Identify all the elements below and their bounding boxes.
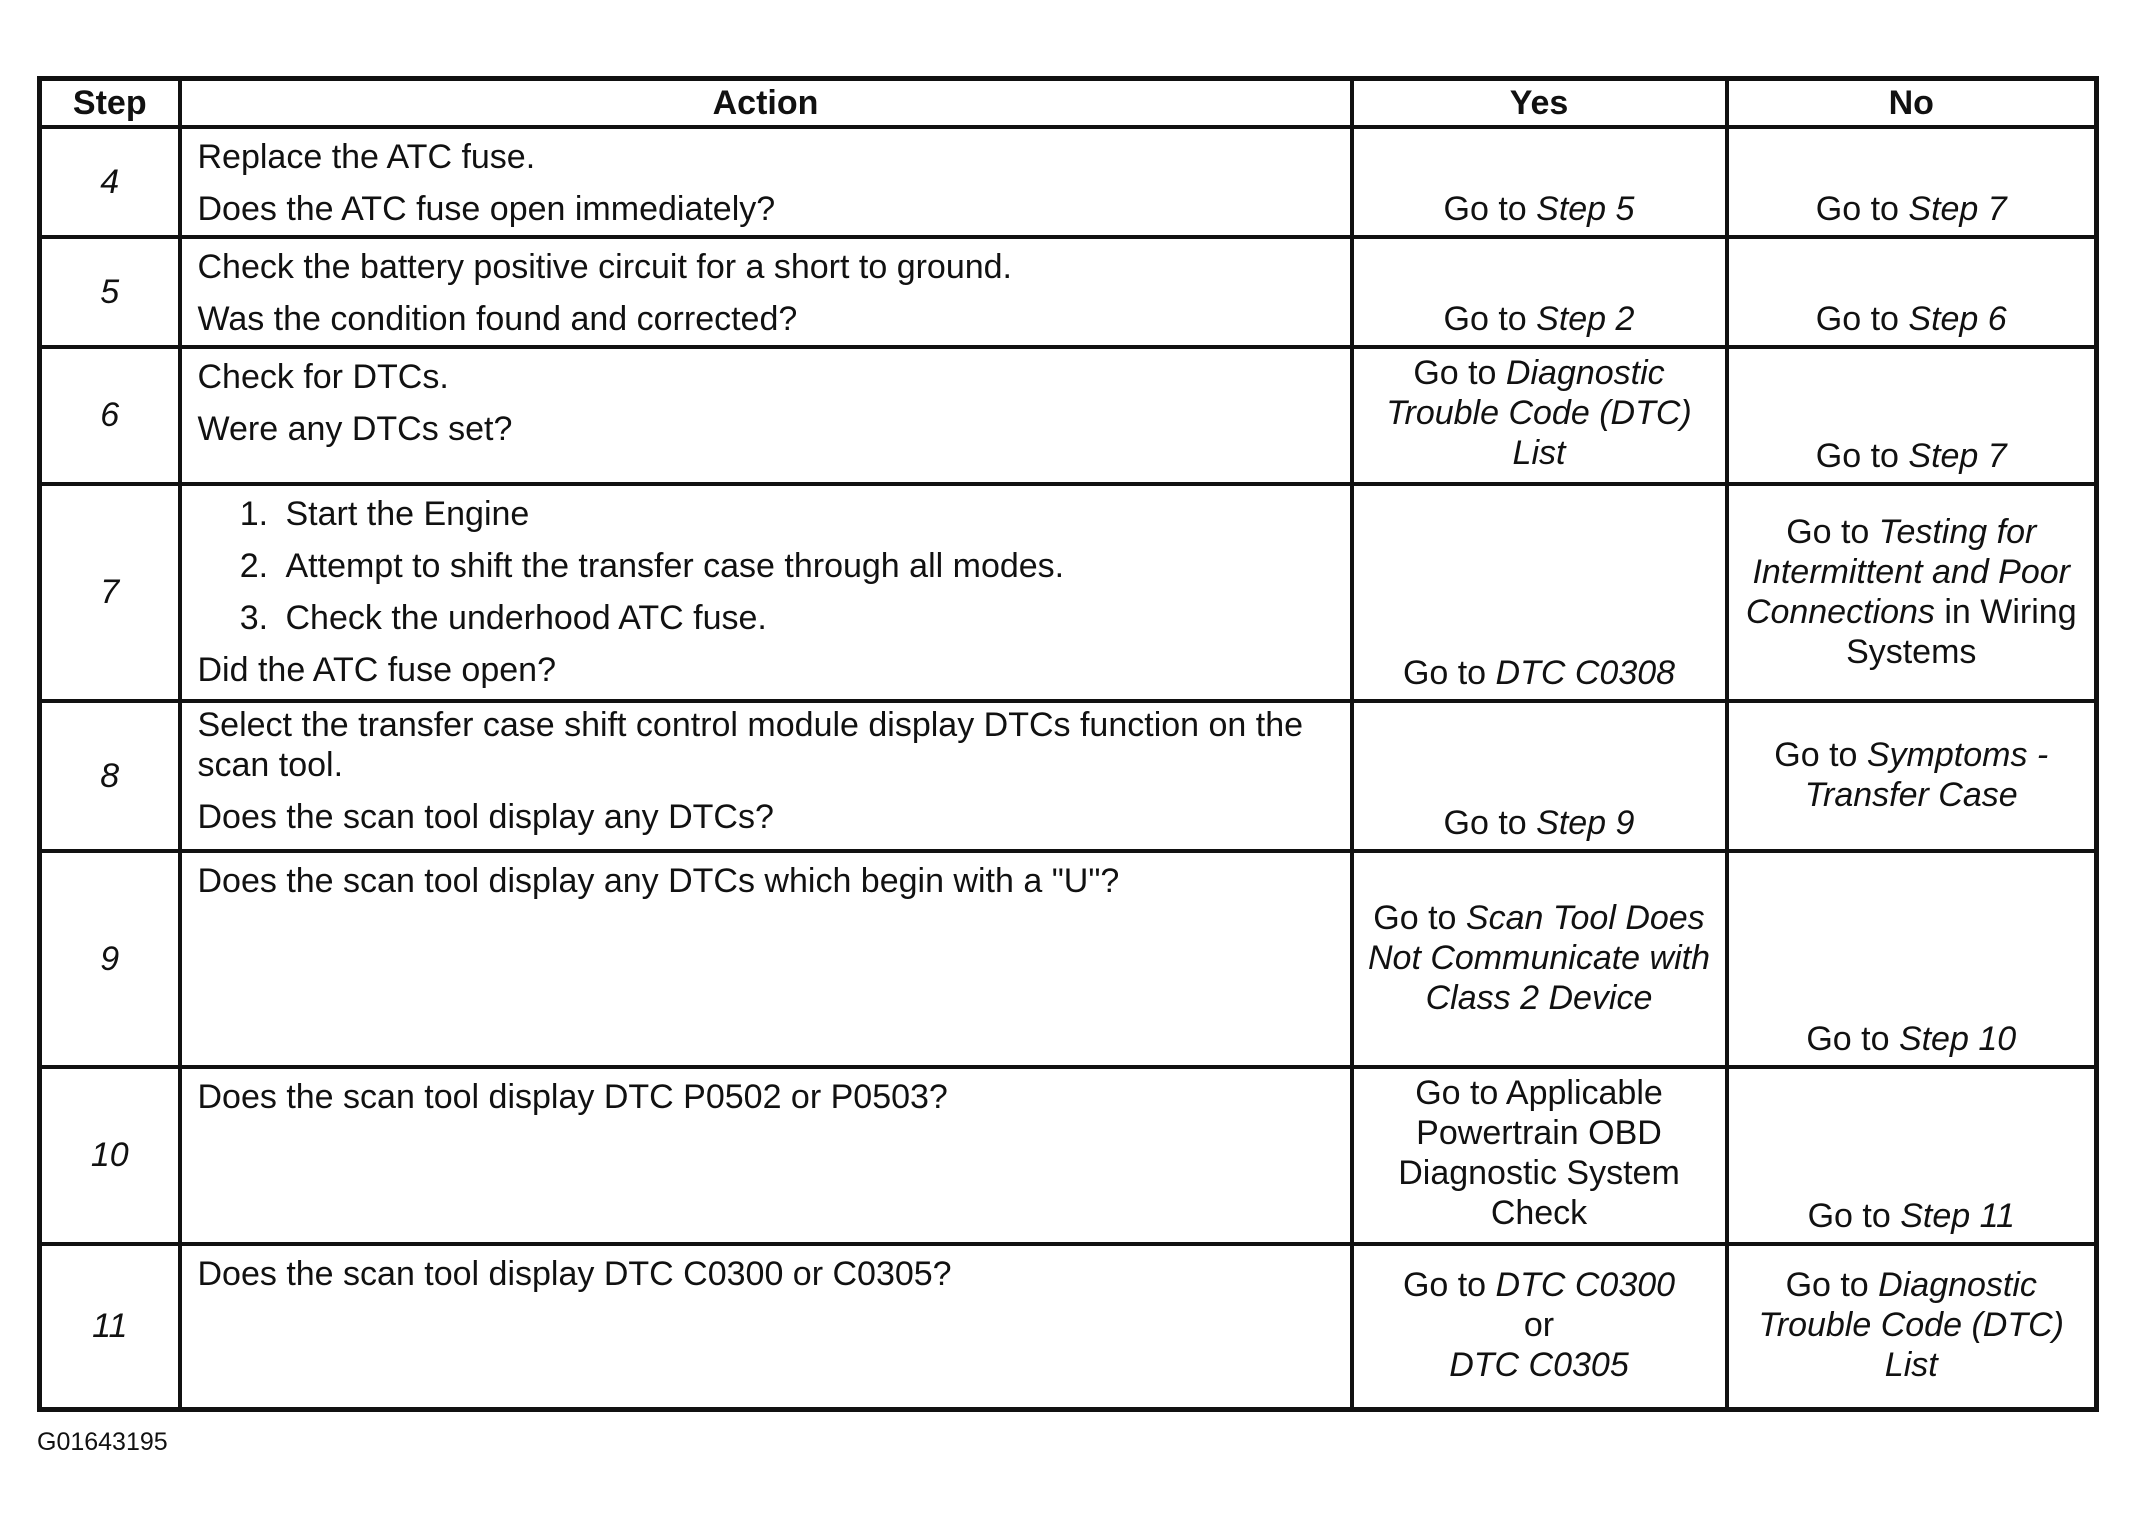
no-suffix: in Wiring Systems bbox=[1846, 592, 2077, 671]
figure-code: G01643195 bbox=[37, 1428, 168, 1456]
yes-cell bbox=[1352, 347, 1727, 484]
no-cell bbox=[1727, 347, 2097, 484]
yes-or: or bbox=[1523, 1306, 1555, 1345]
no-link[interactable]: Testing for Intermittent and Poor Connections bbox=[1745, 512, 2070, 631]
no-prefix: Go to bbox=[1806, 1020, 1899, 1058]
yes-cell bbox=[1352, 1067, 1727, 1244]
action-question: Did the ATC fuse open? bbox=[197, 651, 556, 689]
action-cell bbox=[180, 851, 1352, 1067]
table-row bbox=[40, 127, 2097, 237]
table-row bbox=[40, 484, 2097, 701]
action-cell bbox=[180, 701, 1352, 851]
action-cell bbox=[180, 347, 1352, 484]
action-question: Does the scan tool display DTC C0300 or C0305? bbox=[197, 1255, 952, 1293]
yes-link[interactable]: DTC C0300 bbox=[1495, 1266, 1676, 1305]
yes-cell bbox=[1352, 851, 1727, 1067]
action-text: Select the transfer case shift control module display DTCs function on the scan tool. bbox=[197, 706, 1304, 784]
table-header-row bbox=[40, 79, 2097, 128]
yes-prefix: Go to bbox=[1413, 354, 1506, 392]
no-prefix: Go to bbox=[1815, 190, 1909, 228]
step-number: 6 bbox=[40, 347, 180, 484]
action-text: Check the battery positive circuit for a short to ground. bbox=[197, 248, 1013, 286]
yes-cell bbox=[1352, 484, 1727, 701]
list-item: 1. Start the Engine bbox=[278, 488, 1334, 540]
yes-prefix: Go to bbox=[1373, 899, 1466, 937]
no-cell bbox=[1727, 851, 2097, 1067]
yes-link[interactable]: Step 2 bbox=[1536, 300, 1635, 338]
yes-cell bbox=[1352, 127, 1727, 237]
table-row bbox=[40, 347, 2097, 484]
no-prefix: Go to bbox=[1785, 1266, 1879, 1305]
header-action: Action bbox=[180, 79, 1352, 128]
yes-prefix: Go to Applicable Powertrain OBD Diagnostic System Check bbox=[1398, 1074, 1680, 1232]
header-no: No bbox=[1727, 79, 2097, 128]
yes-prefix: Go to bbox=[1443, 804, 1537, 842]
yes-link[interactable]: Step 5 bbox=[1536, 190, 1635, 228]
action-question: Were any DTCs set? bbox=[197, 410, 513, 448]
list-item: 2. Attempt to shift the transfer case through all modes. bbox=[278, 540, 1334, 592]
step-number: 9 bbox=[40, 851, 180, 1067]
yes-cell bbox=[1352, 701, 1727, 851]
step-number: 7 bbox=[40, 484, 180, 701]
table-row bbox=[40, 701, 2097, 851]
yes-link[interactable]: Scan Tool Does Not Communicate with Class 2 Device bbox=[1367, 899, 1710, 1017]
action-question: Does the scan tool display any DTCs? bbox=[197, 798, 774, 836]
no-cell bbox=[1727, 127, 2097, 237]
step-number: 10 bbox=[40, 1067, 180, 1244]
action-question: Does the ATC fuse open immediately? bbox=[197, 190, 776, 228]
no-cell bbox=[1727, 701, 2097, 851]
no-cell bbox=[1727, 237, 2097, 347]
table-row bbox=[40, 1244, 2097, 1409]
action-text: Replace the ATC fuse. bbox=[197, 138, 536, 176]
action-cell bbox=[180, 1067, 1352, 1244]
no-cell bbox=[1727, 1067, 2097, 1244]
action-question: Does the scan tool display any DTCs which begin with a "U"? bbox=[197, 862, 1120, 900]
no-link[interactable]: Step 7 bbox=[1908, 437, 2007, 475]
no-prefix: Go to bbox=[1807, 1197, 1901, 1235]
no-prefix: Go to bbox=[1815, 437, 1909, 475]
no-link[interactable]: Diagnostic Trouble Code (DTC) List bbox=[1758, 1266, 2064, 1385]
list-item: 3. Check the underhood ATC fuse. bbox=[278, 592, 1334, 644]
yes-prefix: Go to bbox=[1402, 1266, 1496, 1305]
no-cell bbox=[1727, 484, 2097, 701]
step-number: 11 bbox=[40, 1244, 180, 1409]
no-prefix: Go to bbox=[1815, 300, 1909, 338]
action-cell bbox=[180, 237, 1352, 347]
action-numbered-list bbox=[198, 488, 1334, 644]
step-number: 5 bbox=[40, 237, 180, 347]
action-question: Does the scan tool display DTC P0502 or P0503? bbox=[197, 1078, 948, 1116]
yes-cell bbox=[1352, 237, 1727, 347]
action-cell bbox=[180, 127, 1352, 237]
no-prefix: Go to bbox=[1774, 736, 1867, 774]
no-link[interactable]: Symptoms - Transfer Case bbox=[1804, 736, 2049, 814]
no-link[interactable]: Step 6 bbox=[1908, 300, 2007, 338]
action-cell bbox=[180, 484, 1352, 701]
step-number: 4 bbox=[40, 127, 180, 237]
table-row bbox=[40, 1067, 2097, 1244]
yes-link[interactable]: Step 9 bbox=[1536, 804, 1635, 842]
yes-link-2[interactable]: DTC C0305 bbox=[1449, 1346, 1629, 1385]
no-cell bbox=[1727, 1244, 2097, 1409]
yes-link[interactable]: DTC C0308 bbox=[1495, 654, 1676, 692]
table-row bbox=[40, 851, 2097, 1067]
yes-prefix: Go to bbox=[1443, 300, 1537, 338]
action-text: Check for DTCs. bbox=[197, 358, 449, 396]
table-row bbox=[40, 237, 2097, 347]
yes-cell bbox=[1352, 1244, 1727, 1409]
yes-link[interactable]: Diagnostic Trouble Code (DTC) List bbox=[1386, 354, 1692, 472]
action-cell bbox=[180, 1244, 1352, 1409]
no-link[interactable]: Step 7 bbox=[1908, 190, 2007, 228]
yes-prefix: Go to bbox=[1402, 654, 1496, 692]
diagnostic-step-table bbox=[37, 76, 2099, 1412]
no-link[interactable]: Step 11 bbox=[1900, 1197, 2015, 1235]
header-yes: Yes bbox=[1352, 79, 1727, 128]
no-prefix: Go to bbox=[1786, 512, 1879, 551]
step-number: 8 bbox=[40, 701, 180, 851]
no-link[interactable]: Step 10 bbox=[1898, 1020, 2017, 1058]
header-step: Step bbox=[40, 79, 180, 128]
action-question: Was the condition found and corrected? bbox=[197, 300, 798, 338]
yes-prefix: Go to bbox=[1443, 190, 1537, 228]
